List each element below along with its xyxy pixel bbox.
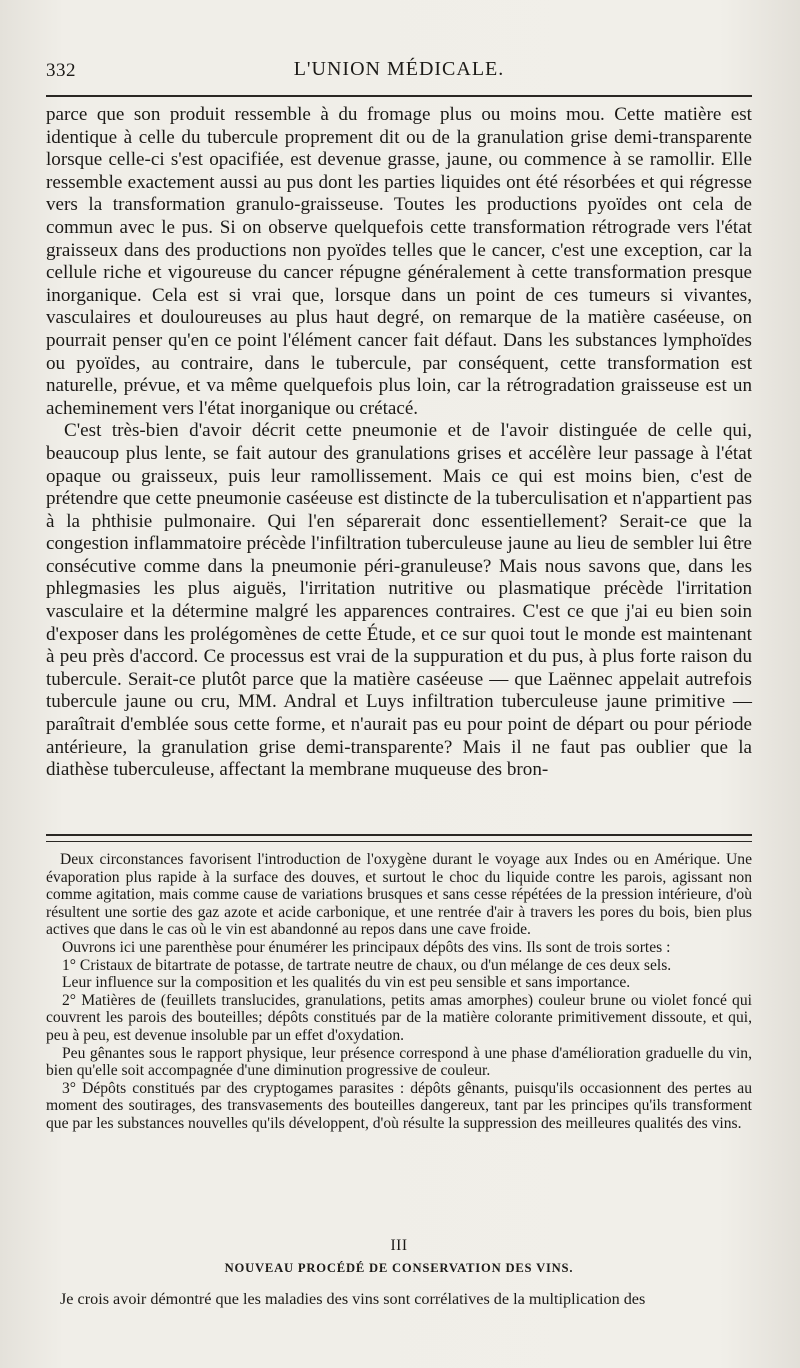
page-number: 332 xyxy=(46,60,76,81)
page-header xyxy=(46,58,752,88)
section-first-line: Je crois avoir démontré que les maladies des vins sont corrélatives de la multiplication des xyxy=(60,1290,646,1308)
note-paragraph: 1° Cristaux de bitartrate de potasse, de tartrate neutre de chaux, ou d'un mélange de ces deux sels. xyxy=(62,956,672,974)
footnote-separator-rule xyxy=(46,834,752,842)
note-paragraph: Deux circonstances favorisent l'introduction de l'oxygène durant le voyage aux Indes ou en Amérique. Une évaporation plus rapide à la surface des douves, et surtout le choc du liquide contre les parois, agissant non comme agitation, mais comme cause de variations brusques et sans cesse répétées de la pression intérieure, d'où résultent une sortie des gaz azote et acide carbonique, et une rentrée d'air à travers les pores du bois, bien plus actives que dans le cas où le vin est abandonné au repos dans une cave froide. xyxy=(46,851,752,939)
header-rule xyxy=(46,95,752,97)
note-paragraph: Peu gênantes sous le rapport physique, leur présence correspond à une phase d'amélioration graduelle du vin, bien qu'elle soit accompagnée d'une diminution progressive de couleur. xyxy=(46,1044,752,1080)
note-paragraph: Ouvrons ici une parenthèse pour énumérer les principaux dépôts des vins. Ils sont de trois sortes : xyxy=(62,938,671,956)
note-paragraph: 3° Dépôts constitués par des cryptogames parasites : dépôts gênants, puisqu'ils occasionnent des pertes au moment des soutirages, des transvasements des bouteilles dangereux, tant par les principes qu'ils transforment que par les substances nouvelles qu'ils développent, d'où résulte la suppression des meilleures qualités des vins. xyxy=(46,1079,752,1132)
note-paragraph: Leur influence sur la composition et les qualités du vin est peu sensible et sans importance. xyxy=(62,974,631,992)
note-paragraph: 2° Matières de (feuillets translucides, granulations, petits amas amorphes) couleur brune ou violet foncé qui couvrent les parois des bouteilles; dépôts constitués par de la matière colorante primitivement dissoute, et qui, peu à peu, est devenue insoluble par un effet d'oxydation. xyxy=(46,991,752,1044)
body-paragraph: parce que son produit ressemble à du fromage plus ou moins mou. Cette matière est identique à celle du tubercule proprement dit ou de la granulation grise demi-transparente lorsque celle-ci s'est opacifiée, est devenue grasse, jaune, ou commence à se ramollir. Elle ressemble exactement aussi au pus dont les parties liquides ont été résorbées et qui régresse vers la transformation granulo-graisseuse. Toutes les productions pyoïdes ont cela de commun avec le pus. Si on observe quelquefois cette transformation rétrograde vers l'état graisseux dans des productions non pyoïdes telles que le cancer, c'est une exception, car la cellule riche et vigoureuse du cancer répugne généralement à cette transformation presque inorganique. Cela est si vrai que, lorsque dans un point de ces tumeurs si vivantes, vasculaires et douloureuses au plus haut degré, on remarque de la matière caséeuse, on pourrait penser qu'en ce point l'élément cancer fait défaut. Dans les substances lymphoïdes ou pyoïdes, au contraire, dans le tubercule, par conséquent, cette transformation est naturelle, prévue, et va même quelquefois plus loin, car la rétrogradation graisseuse est un acheminement vers l'état inorganique ou crétacé. xyxy=(46,104,752,419)
body-paragraph: C'est très-bien d'avoir décrit cette pneumonie et de l'avoir distinguée de celle qui, beaucoup plus lente, se fait autour des granulations grises et accélère leur passage à l'état opaque ou graisseux, puis leur ramollissement. Mais ce qui est moins bien, c'est de prétendre que cette pneumonie caséeuse est distincte de la tuberculisation et n'appartient pas à la phthisie pulmonaire. Qui l'en séparerait donc essentiellement? Serait-ce que la congestion inflammatoire précède l'infiltration tuberculeuse jaune au lieu de sembler lui être consécutive comme dans la pneumonie péri-granuleuse? Mais nous savons que, dans les phlegmasies les plus aiguës, l'irritation nutritive ou plasmatique précède l'irritation vasculaire et la détermine malgré les apparences contraires. C'est ce que j'ai eu bien soin d'exposer dans les prolégomènes de cette Étude, et ce sur quoi tout le monde est maintenant à peu près d'accord. Ce processus est vrai de la suppuration et du pus, à plus forte raison du tubercule. Serait-ce plutôt parce que la matière caséeuse — que Laënnec appelait autrefois tubercule jaune ou cru, MM. Andral et Luys infiltration tuberculeuse jaune primitive — paraîtrait d'emblée sous cette forme, et n'aurait pas eu pour point de départ ou pour période antérieure, la granulation grise demi-transparente? Mais il ne faut pas oublier que la diathèse tuberculeuse, affectant la membrane muqueuse des bron- xyxy=(46,420,752,781)
section-number: III xyxy=(390,1237,408,1254)
main-body-text xyxy=(46,104,752,830)
running-title: L'UNION MÉDICALE. xyxy=(293,58,505,80)
section-title: NOUVEAU PROCÉDÉ DE CONSERVATION DES VINS. xyxy=(224,1261,574,1275)
feuilleton-text xyxy=(46,851,752,1243)
